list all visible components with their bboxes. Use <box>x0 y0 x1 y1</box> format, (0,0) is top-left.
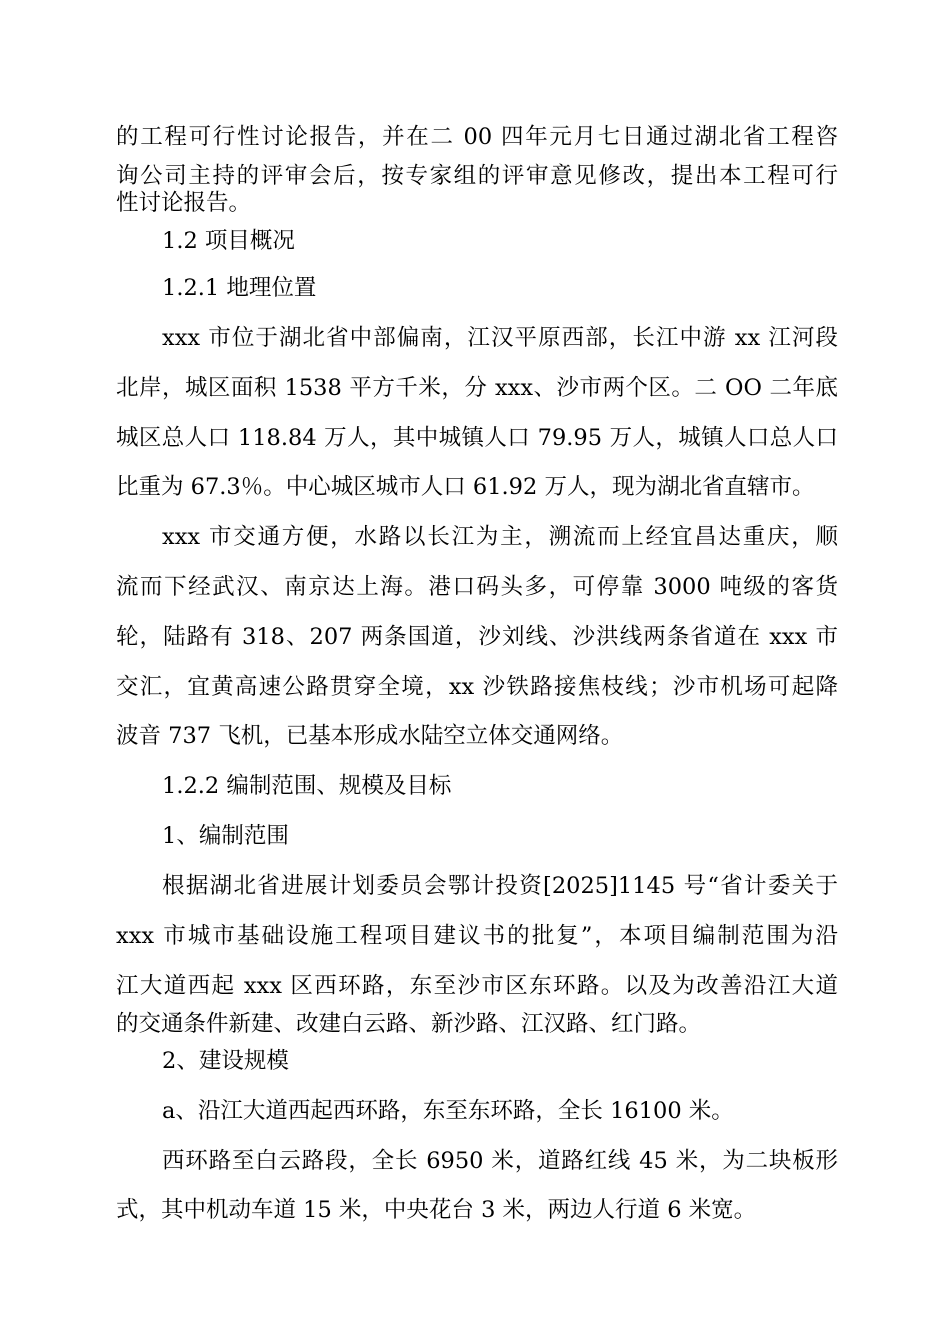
subsection-heading: 1.2.2 编制范围、规模及目标 <box>162 773 452 799</box>
paragraph-line: 比重为 67.3％。中心城区城市人口 61.92 万人，现为湖北省直辖市。 <box>116 474 815 500</box>
paragraph-line: a、沿江大道西起西环路，东至东环路，全长 16100 米。 <box>162 1098 734 1124</box>
paragraph-line: 性讨论报告。 <box>116 190 252 216</box>
subsection-heading: 1.2.1 地理位置 <box>162 275 317 301</box>
paragraph-line: xxx 市城市基础设施工程项目建议书的批复”，本项目编制范围为沿 <box>116 923 838 949</box>
paragraph-line: 城区总人口 118.84 万人，其中城镇人口 79.95 万人，城镇人口总人口 <box>116 425 838 451</box>
item-heading: 2、建设规模 <box>162 1048 289 1074</box>
paragraph-line: xxx 市位于湖北省中部偏南，江汉平原西部，长江中游 xx 江河段 <box>162 325 838 351</box>
paragraph-line: 江大道西起 xxx 区西环路，东至沙市区东环路。以及为改善沿江大道 <box>116 973 838 999</box>
paragraph-line: 北岸，城区面积 1538 平方千米，分 xxx、沙市两个区。二 OO 二年底 <box>116 375 838 401</box>
paragraph-line: 的工程可行性讨论报告，并在二 00 四年元月七日通过湖北省工程咨 <box>116 124 838 150</box>
paragraph-line: 询公司主持的评审会后，按专家组的评审意见修改，提出本工程可行 <box>116 163 838 189</box>
paragraph-line: 式，其中机动车道 15 米，中央花台 3 米，两边人行道 6 米宽。 <box>116 1197 757 1223</box>
paragraph-line: xxx 市交通方便，水路以长江为主，溯流而上经宜昌达重庆，顺 <box>162 524 838 550</box>
paragraph-line: 根据湖北省进展计划委员会鄂计投资[2025]1145 号“省计委关于 <box>162 873 838 899</box>
paragraph-line: 轮，陆路有 318、207 两条国道，沙刘线、沙洪线两条省道在 xxx 市 <box>116 624 838 650</box>
paragraph-line: 的交通条件新建、改建白云路、新沙路、江汉路、红门路。 <box>116 1011 702 1037</box>
paragraph-line: 交汇，宜黄高速公路贯穿全境，xx 沙铁路接焦枝线；沙市机场可起降 <box>116 674 838 700</box>
item-heading: 1、编制范围 <box>162 823 289 849</box>
paragraph-line: 波音 737 飞机，已基本形成水陆空立体交通网络。 <box>116 723 624 749</box>
paragraph-line: 流而下经武汉、南京达上海。港口码头多，可停靠 3000 吨级的客货 <box>116 574 838 600</box>
section-heading: 1.2 项目概况 <box>162 228 295 254</box>
paragraph-line: 西环路至白云路段，全长 6950 米，道路红线 45 米，为二块板形 <box>162 1148 838 1174</box>
